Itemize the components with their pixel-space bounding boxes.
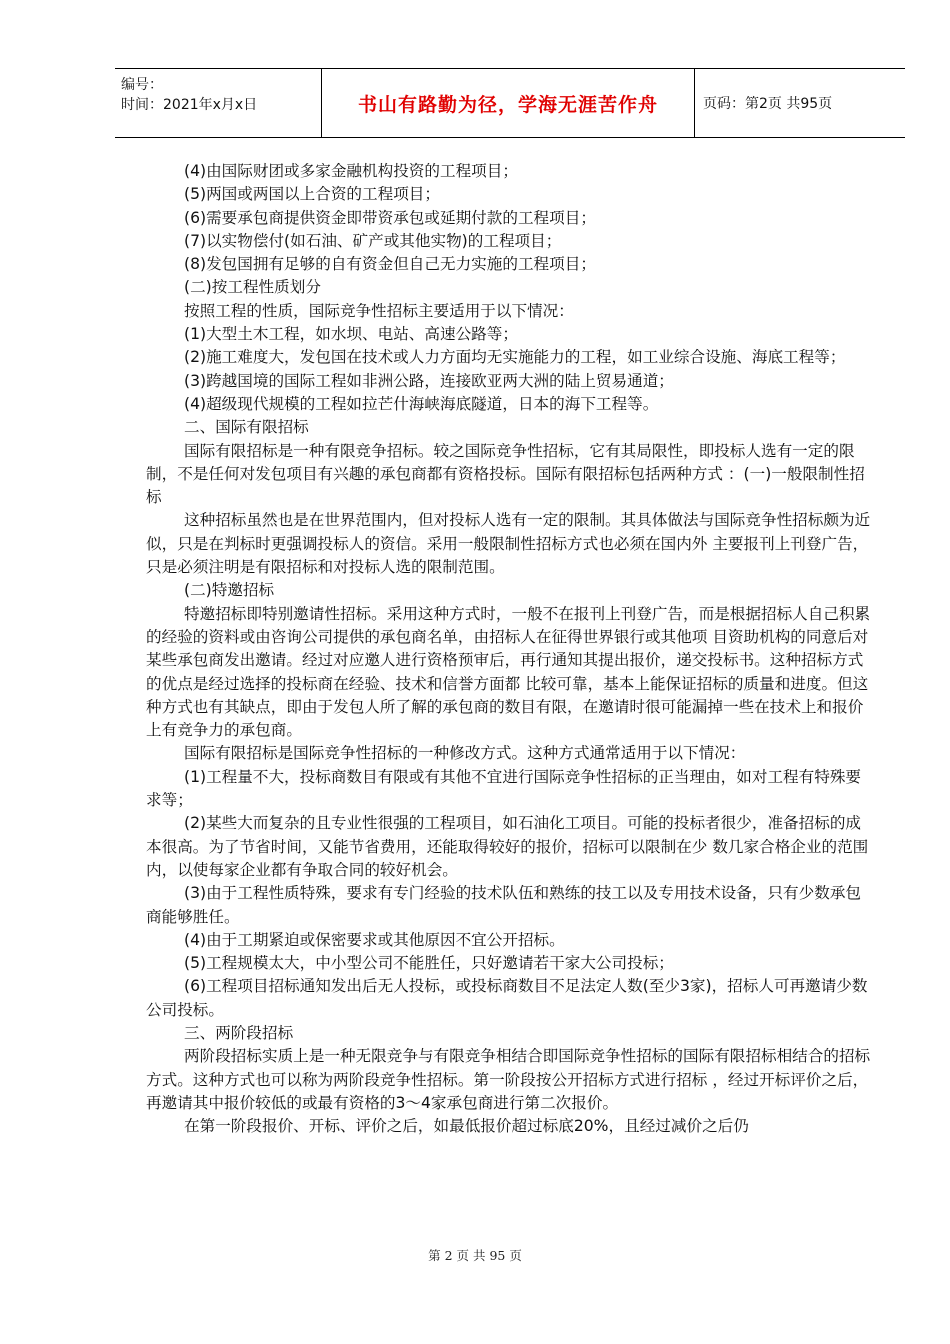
paragraph: 这种招标虽然也是在世界范围内，但对投标人选有一定的限制。其具体做法与国际竞争性招标颇为近似，只是在判标时更强调投标人的资信。采用一般限制性招标方式也必须在国内外 主要报刊上刊登广告，只是必须注明是有限招标和对投标人选的限制范围。 <box>146 511 871 577</box>
paragraph: (6)工程项目招标通知发出后无人投标，或投标商数目不足法定人数(至少3家)，招标人可再邀请少数公司投标。 <box>146 977 868 1019</box>
paragraph: (1)工程量不大，投标商数目有限或有其他不宜进行国际竞争性招标的正当理由，如对工程有特殊要求等； <box>146 767 862 810</box>
paragraph: (二)特邀招标 <box>184 581 275 600</box>
paragraph: (2)施工难度大，发包国在技术或人力方面均无实施能力的工程，如工业综合设施、海底工程等； <box>184 348 846 367</box>
paragraph: (5)工程规模太大，中小型公司不能胜任，只好邀请若干家大公司投标； <box>184 954 674 973</box>
document-body <box>146 160 872 1138</box>
paragraph: 在第一阶段报价、开标、评价之后，如最低报价超过标底20%，且经过减价之后仍 <box>184 1117 749 1136</box>
header-page-cell <box>695 69 905 137</box>
paragraph: (4)由于工期紧迫或保密要求或其他原因不宜公开招标。 <box>184 930 565 949</box>
paragraph: (二)按工程性质划分 <box>184 278 321 297</box>
paragraph: 二、国际有限招标 <box>184 418 309 437</box>
paragraph: (7)以实物偿付(如石油、矿产或其他实物)的工程项目； <box>184 231 562 250</box>
paragraph: 特邀招标即特别邀请性招标。采用这种方式时，一般不在报刊上刊登广告，而是根据招标人自己积累的经验的资料或由咨询公司提供的承包商名单，由招标人在征得世界银行或其他项 目资助机构的同意后对某些承包商发出邀请。经过对应邀人进行资格预审后，再行通知其提出报价，递交投标书。这种招标方式的优点是经过选择的投标商在经验、技术和信誉方面都 比较可靠，基本上能保证招标的质量和进度。但这种方式也有其缺点，即由于发包人所了解的承包商的数目有限，在邀请时很可能漏掉一些在技术上和报价上有竞争力的承包商。 <box>146 604 871 740</box>
paragraph: (1)大型土木工程，如水坝、电站、高速公路等； <box>184 325 518 344</box>
document-time: 时间：2021年x月x日 <box>121 97 258 113</box>
page-footer: 第 2 页 共 95 页 <box>428 1248 522 1263</box>
header-motto-cell <box>321 69 695 137</box>
paragraph: 三、两阶段招标 <box>184 1023 294 1042</box>
paragraph: 两阶段招标实质上是一种无限竞争与有限竞争相结合即国际竞争性招标的国际有限招标相结合的招标方式。这种方式也可以称为两阶段竞争性招标。第一阶段按公开招标方式进行招标 ，经过开标评价之后，再邀请其中报价较低的或最有资格的3～4家承包商进行第二次报价。 <box>146 1047 871 1112</box>
paragraph: (2)某些大而复杂的且专业性很强的工程项目，如石油化工项目。可能的投标者很少，准备招标的成本很高。为了节省时间，又能节省费用，还能取得较好的报价，招标可以限制在少 数几家合格企业的范围内，以使每家企业都有争取合同的较好机会。 <box>146 814 869 879</box>
paragraph: 国际有限招标是一种有限竞争招标。较之国际竞争性招标，它有其局限性，即投标人选有一定的限制，不是任何对发包项目有兴趣的承包商都有资格投标。国际有限招标包括两种方式 ：(一)一般限制性招标 <box>146 441 865 507</box>
paragraph: (3)由于工程性质特殊，要求有专门经验的技术队伍和熟练的技工以及专用技术设备，只有少数承包商能够胜任。 <box>146 884 862 926</box>
document-number-label: 编号： <box>121 77 163 93</box>
paragraph: (4)超级现代规模的工程如拉芒什海峡海底隧道，日本的海下工程等。 <box>184 394 659 413</box>
paragraph: (8)发包国拥有足够的自有资金但自己无力实施的工程项目； <box>184 255 596 274</box>
header-motto: 书山有路勤为径，学海无涯苦作舟 <box>357 93 658 116</box>
paragraph: (6)需要承包商提供资金即带资承包或延期付款的工程项目； <box>184 208 596 227</box>
paragraph: (3)跨越国境的国际工程如非洲公路，连接欧亚两大洲的陆上贸易通道； <box>184 371 674 390</box>
header-page-number: 页码：第2页 共95页 <box>703 96 833 112</box>
document-header <box>115 68 905 138</box>
header-meta <box>115 69 321 137</box>
paragraph: (4)由国际财团或多家金融机构投资的工程项目； <box>184 162 518 180</box>
paragraph: 国际有限招标是国际竞争性招标的一种修改方式。这种方式通常适用于以下情况： <box>184 744 746 763</box>
paragraph: 按照工程的性质，国际竞争性招标主要适用于以下情况： <box>184 301 574 320</box>
paragraph: (5)两国或两国以上合资的工程项目； <box>184 185 440 204</box>
